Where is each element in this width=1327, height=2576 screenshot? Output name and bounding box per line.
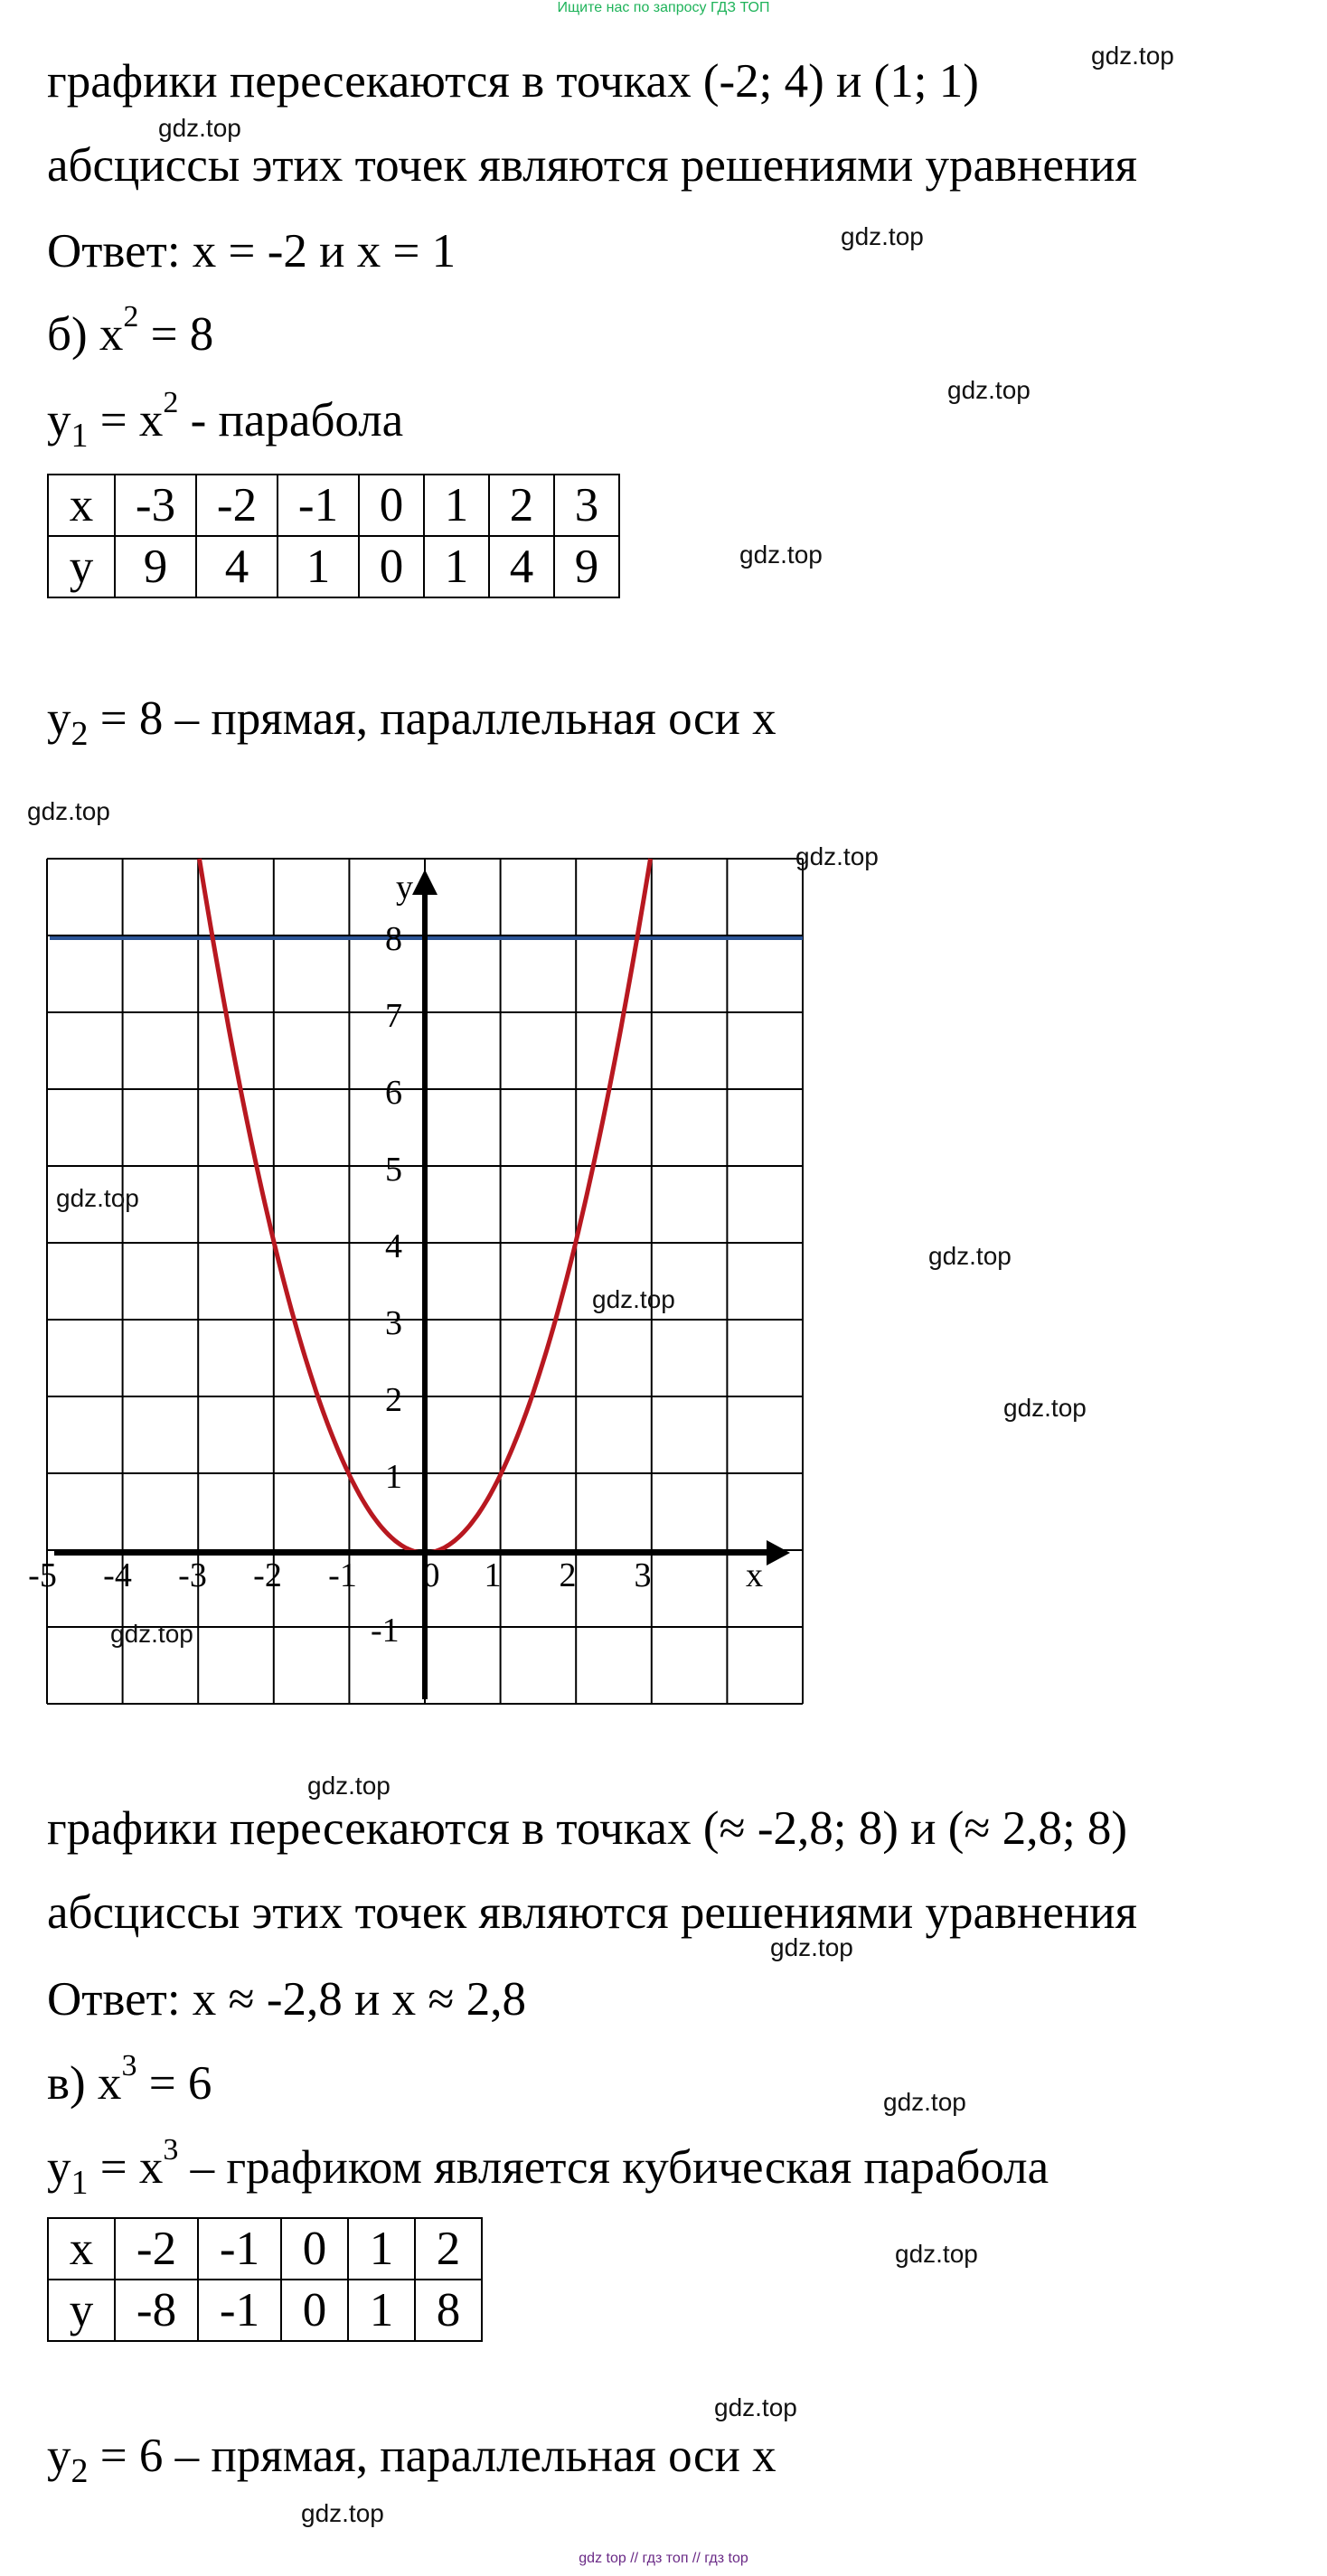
table-row — [48, 2218, 482, 2280]
y-axis-arrow — [412, 870, 438, 895]
table-cell: -1 — [278, 475, 359, 536]
y-tick-label: 2 — [385, 1381, 402, 1419]
x-tick-label: 0 — [422, 1556, 440, 1594]
bottom-banner[interactable]: gdz top // гдз топ // гдз top — [579, 2551, 748, 2566]
watermark: gdz.top — [714, 2393, 797, 2421]
y-tick-label: -1 — [371, 1612, 400, 1650]
table-cell: -3 — [115, 475, 196, 536]
watermark: gdz.top — [56, 1184, 139, 1212]
x-axis-arrow — [767, 1540, 790, 1565]
table-cell: y — [48, 2280, 115, 2341]
table-cell: 1 — [424, 536, 489, 597]
y-axis-label: y — [396, 869, 413, 907]
table-cell: 9 — [554, 536, 619, 597]
watermark: gdz.top — [1003, 1394, 1087, 1422]
table-cell: -1 — [198, 2218, 281, 2280]
table-cell: 1 — [278, 536, 359, 597]
y-tick-label: 5 — [385, 1151, 402, 1189]
x-tick-label: 3 — [634, 1556, 652, 1594]
watermark: gdz.top — [770, 1933, 853, 1961]
y-tick-label: 8 — [385, 920, 402, 958]
x-tick-label: -5 — [28, 1556, 57, 1594]
watermark: gdz.top — [301, 2499, 384, 2527]
table-cell: -2 — [196, 475, 278, 536]
x-tick-label: 1 — [484, 1556, 502, 1594]
watermark: gdz.top — [158, 114, 241, 142]
text-line-y1-parabola: $y_1 = x^2$ - парабола — [47, 386, 404, 455]
table-cell: 9 — [115, 536, 196, 597]
text-line-intersections-b: графики пересекаются в точках (≈ -2,8; 8) и (≈ 2,8; 8) — [47, 1802, 1128, 1855]
y-tick-label: 3 — [385, 1304, 402, 1342]
text-line-abscissas-a: абсциссы этих точек являются решениями уравнения — [47, 139, 1137, 192]
table-cell: x — [48, 2218, 115, 2280]
text-line-answer-b: Ответ: x ≈ -2,8 и x ≈ 2,8 — [47, 1973, 526, 2026]
text-line-abscissas-b: абсциссы этих точек являются решениями уравнения — [47, 1886, 1137, 1939]
table-cell: 2 — [415, 2218, 482, 2280]
table-cell: -8 — [115, 2280, 198, 2341]
text-line-part-b: б) $x^2 = 8$ — [47, 300, 214, 361]
table-cell: 8 — [415, 2280, 482, 2341]
table-cell: 1 — [424, 475, 489, 536]
x-tick-labels — [28, 1556, 651, 1594]
watermark: gdz.top — [841, 222, 924, 250]
table-cell: 4 — [489, 536, 554, 597]
table-cell: 4 — [196, 536, 278, 597]
table-cell: 3 — [554, 475, 619, 536]
top-banner[interactable]: Ищите нас по запросу ГДЗ ТОП — [557, 0, 770, 15]
x-tick-label: 2 — [559, 1556, 577, 1594]
watermark: gdz.top — [27, 797, 110, 825]
text-line-intersections-a: графики пересекаются в точках (-2; 4) и (1; 1) — [47, 55, 979, 108]
table-cell: 1 — [348, 2280, 415, 2341]
watermark: gdz.top — [895, 2240, 978, 2268]
watermark: gdz.top — [883, 2088, 966, 2116]
watermark: gdz.top — [947, 376, 1031, 404]
text-line-y2-line: $y_2 = 8$ – прямая, параллельная оси x — [47, 692, 776, 753]
watermark: gdz.top — [739, 541, 823, 569]
table-cell: 2 — [489, 475, 554, 536]
table-cell: -2 — [115, 2218, 198, 2280]
text-line-y2-line-c: $y_2 = 6$ – прямая, параллельная оси x — [47, 2430, 776, 2490]
watermark: gdz.top — [928, 1242, 1012, 1270]
text-line-part-c: в) $x^3 = 6$ — [47, 2049, 212, 2110]
watermark: gdz.top — [592, 1285, 675, 1313]
table-cell: y — [48, 536, 115, 597]
text-line-y1-cubic: $y_1 = x^3$ – графиком является кубическая парабола — [47, 2133, 1049, 2202]
y-tick-label: 7 — [385, 997, 402, 1035]
y-tick-label: 1 — [385, 1458, 402, 1496]
table-cell: 0 — [359, 536, 424, 597]
table-cell: 0 — [281, 2218, 348, 2280]
x-tick-label: -1 — [328, 1556, 357, 1594]
y-tick-label: 4 — [385, 1227, 402, 1265]
table-cell: 1 — [348, 2218, 415, 2280]
y-tick-label: 6 — [385, 1074, 402, 1112]
x-tick-label: -3 — [178, 1556, 207, 1594]
x-axis-label: x — [746, 1556, 763, 1594]
table-row — [48, 2280, 482, 2341]
text-line-answer-a: Ответ: x = -2 и x = 1 — [47, 225, 456, 277]
watermark: gdz.top — [795, 842, 879, 870]
x-tick-label: -2 — [253, 1556, 282, 1594]
watermark: gdz.top — [1091, 42, 1174, 70]
table-cell: 0 — [281, 2280, 348, 2341]
x-tick-label: -4 — [103, 1556, 132, 1594]
watermark: gdz.top — [110, 1620, 193, 1648]
table-cell: x — [48, 475, 115, 536]
table-cell: -1 — [198, 2280, 281, 2341]
table-cell: 0 — [359, 475, 424, 536]
values-table-cubic — [47, 2217, 483, 2342]
watermark: gdz.top — [307, 1772, 391, 1800]
